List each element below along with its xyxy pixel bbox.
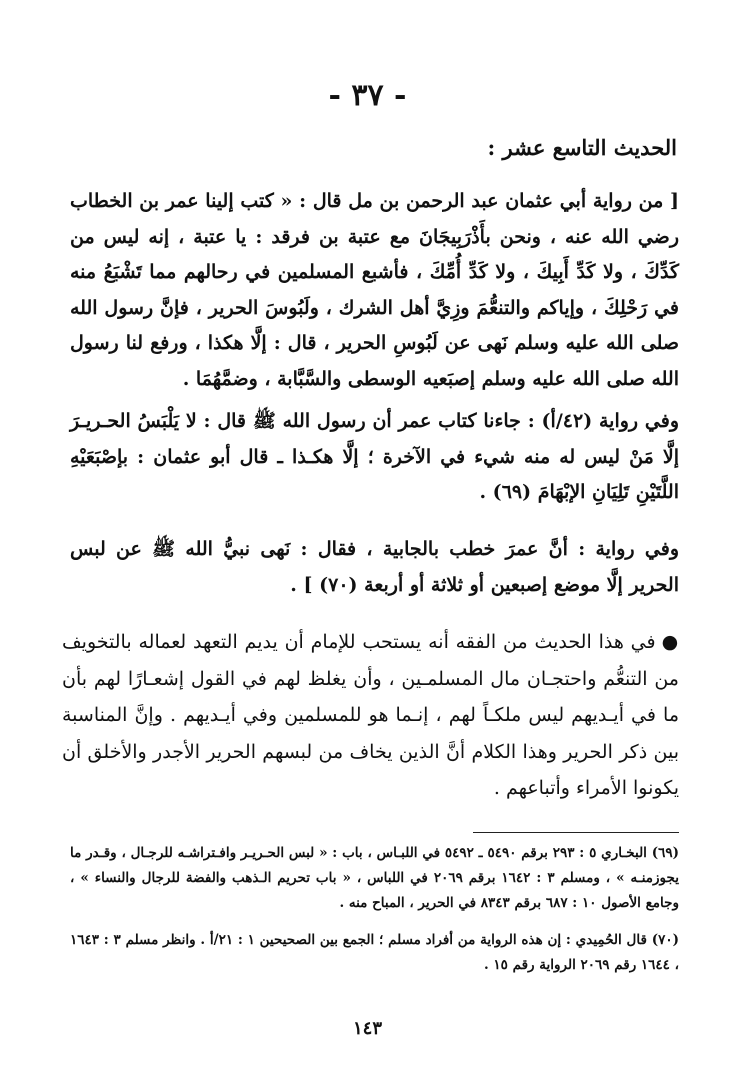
footnote-divider <box>473 832 679 833</box>
footnote-69: (٦٩) البخـاري ٥ : ٢٩٣ برقم ٥٤٩٠ ـ ٥٤٩٢ في اللبـاس ، باب : « لبس الحـريـر وافـتراشـه للرجـال ، وقـدر ما يجوزمنـه » ، ومسلم ٣ : ١٦٤٢ برقم ٢٠٦٩ في اللباس ، « باب تحريم الـذهب والفضة للرجال والنساء » ، وجامع الأصول ١٠ : ٦٨٧ برقم ٨٣٤٣ في الحرير ، المباح منه . <box>70 845 680 911</box>
chapter-number: - ٣٧ - <box>328 78 407 113</box>
section-title: الحديث التاسع عشر : <box>487 135 677 160</box>
page-number: ١٤٣ <box>352 1018 382 1039</box>
bullet-icon: ● <box>661 631 679 653</box>
hadith-paragraph-3: وفي رواية : أنَّ عمرَ خطب بالجابية ، فقال : نَهى نبيُّ الله ﷺ عن لبس الحرير إلَّا موضع إصبعين أو ثلاثة أو أربعة (٧٠) ] . <box>70 538 679 596</box>
hadith-paragraph-2: وفي رواية (٤٢/أ) : جاءنا كتاب عمر أن رسول الله ﷺ قال : لا يَلْبَسُ الحـريـرَ إلَّا مَنْ ليس له منه شيء في الآخرة ؛ إلَّا هكـذا ـ قال أبو عثمان : بإصْبَعَيْهِ اللَّتَيْنِ تَلِيَانِ الإبْهَامَ (٦٩) . <box>70 410 679 503</box>
footnote-70: (٧٠) قال الحُمِيدي : إن هذه الرواية من أفراد مسلم ؛ الجمع بين الصحيحين ١ : ٢١/أ . وانظر مسلم ٣ : ١٦٤٣ ، ١٦٤٤ رقم ٢٠٦٩ الرواية رقم ١٥ . <box>70 932 679 973</box>
hadith-paragraph-1: [ من رواية أبي عثمان عبد الرحمن بن مل قال : « كتب إلينا عمر بن الخطاب رضي الله عنه ، ونحن بأَذْرَبِيجَانَ مع عتبة بن فرقد : يا عتبة ، إنه ليس من كَدِّكَ ، ولا كَدِّ أَبِيكَ ، ولا كَدِّ أُمِّكَ ، فأشبع المسلمين في رحالهم مما تَشْبَعُ منه في رَحْلِكَ ، وإياكم والتنعُّمَ وزِيَّ أهل الشرك ، ولَبُوسَ الحرير ، فإنَّ رسول الله صلى الله عليه وسلم نَهى عن لَبُوسِ الحرير ، قال : إلَّا هكذا ، ورفع لنا رسول الله صلى الله عليه وسلم إصبَعيه الوسطى والسَّبَّابة ، وضمَّهُمَا . <box>70 190 679 390</box>
commentary-text: في هذا الحديث من الفقه أنه يستحب للإمام أن يديم التعهد لعماله بالتخويف من التنعُّم واحتجـان مال المسلمـين ، وأن يغلظ لهم في القول إشعـارًا لهم بأن ما في أيـديهم ليس ملكـاً لهم ، إنـما هو للمسلمين وفي أيـديهم . وإنَّ المناسبة بين ذكر الحرير وهذا الكلام أنَّ الذين يخاف من لبسهم الحرير الأجدر والأخلق أن يكونوا الأمراء وأتباعهم . <box>62 631 679 799</box>
commentary-paragraph <box>62 624 679 807</box>
